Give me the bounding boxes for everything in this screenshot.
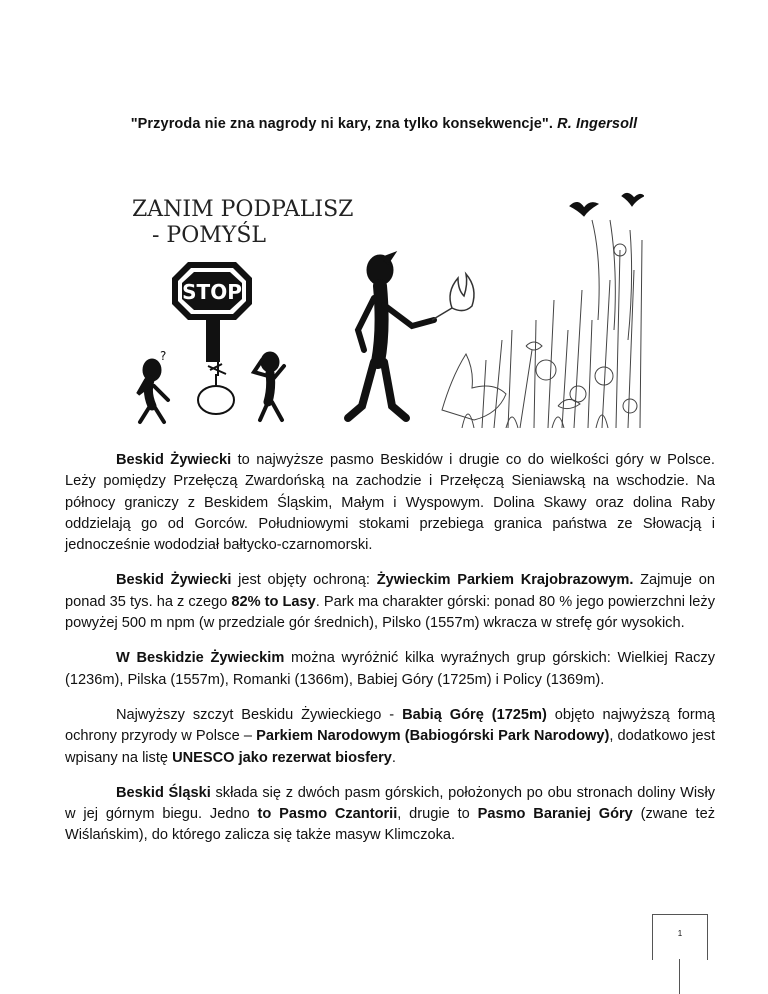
bird-icon xyxy=(570,193,644,216)
paragraph-beskid-zywiecki xyxy=(65,450,715,556)
paragraph-text: Zajmuje on ponad 35 tys. ha z czego xyxy=(65,572,715,610)
paragraph-text: . xyxy=(391,749,396,766)
page-number-box xyxy=(652,914,708,960)
bold-text: Pasmo Baraniej Góry xyxy=(477,806,633,823)
paragraph-text: , drugie to xyxy=(397,806,478,823)
bold-text: Beskid Śląski xyxy=(116,784,211,801)
bold-text: UNESCO jako rezerwat biosfery xyxy=(172,749,392,766)
bold-text: Beskid Żywiecki xyxy=(116,572,232,589)
bold-text: Żywieckim Parkiem Krajobrazowym. xyxy=(376,572,634,589)
paragraph-text: jest objęty ochroną: xyxy=(231,572,377,589)
bold-text: to Pasmo Czantorii xyxy=(257,806,398,823)
bold-text: Parkiem Narodowym (Babiogórski Park Narodowy) xyxy=(256,728,610,745)
fire-warning-illustration xyxy=(122,180,644,428)
bomb-icon xyxy=(198,360,234,414)
paragraph-text: . Park ma charakter górski: ponad 80 % jego powierzchni leży powyżej 500 m npm (w przedziale gór średnich), Pilsko (1557m) wkracza w strefę gór wysokich. xyxy=(65,593,715,632)
illustration-title-line2: - POMYŚL xyxy=(152,223,266,248)
bold-text: Beskid Żywiecki xyxy=(116,452,232,468)
quote-author: R. Ingersoll xyxy=(557,116,638,132)
paragraph-text: (zwane też Wiślańskim), do którego zalicza się także masyw Klimczoka. xyxy=(65,806,716,844)
quote xyxy=(0,116,768,132)
bold-text: W Beskidzie Żywieckim xyxy=(116,650,285,667)
thinking-figure-left-icon xyxy=(138,349,168,422)
paragraph-grupy-gorskie xyxy=(65,648,715,691)
stop-sign-text: STOP xyxy=(182,280,242,304)
bold-text: Babią Górę (1725m) xyxy=(402,706,547,723)
paragraph-beskid-slaski xyxy=(65,783,715,847)
body-text xyxy=(65,450,715,861)
quote-text: "Przyroda nie zna nagrody ni kary, zna tylko konsekwencje". xyxy=(130,116,553,132)
meadow-vegetation xyxy=(442,220,642,428)
paragraph-babia-gora xyxy=(65,705,715,769)
stick-figure-with-torch-icon xyxy=(348,252,434,418)
page-number: 1 xyxy=(677,929,683,938)
question-mark: ? xyxy=(160,349,167,363)
thinking-figure-right-icon xyxy=(254,352,284,420)
bold-text: 82% to Lasy xyxy=(231,593,316,610)
paragraph-text: , dodatkowo jest wpisany na listę xyxy=(65,728,715,766)
paragraph-text: składa się z dwóch pasm górskich, położonych po obu stronach doliny Wisły w jej górnym biegu. Jedno xyxy=(65,784,715,823)
paragraph-text: objęto najwyższą formą ochrony przyrody w Polsce – xyxy=(65,706,716,745)
paragraph-text: Najwyższy szczyt Beskidu Żywieckiego - xyxy=(116,706,403,723)
illustration-title-line1: ZANIM PODPALISZ xyxy=(132,197,354,222)
stop-sign-icon xyxy=(172,262,252,362)
torch-flame-icon xyxy=(432,274,474,320)
paragraph-text: to najwyższe pasmo Beskidów i drugie co do wielkości góry w Polsce. Leży pomiędzy Przełęczą Zwardońską na zachodzie i Przełęczą Sieniawską na wschodzie. Na północy graniczy z Beskidem Śląskim, Małym i Wyspowym. Dolina Skawy oraz dolina Raby oddzielają go od Gorców. Południowymi stokami przebiega granica państwa ze Słowacją i jednocześnie wododział bałtycko-czarnomorski. xyxy=(65,452,715,554)
paragraph-text: można wyróżnić kilka wyraźnych grup górskich: Wielkiej Raczy (1236m), Pilska (1557m), Romanki (1366m), Babiej Góry (1725m) i Policy (1369m). xyxy=(65,650,715,688)
paragraph-park-krajobrazowy xyxy=(65,570,715,634)
page-number-line xyxy=(679,959,680,994)
